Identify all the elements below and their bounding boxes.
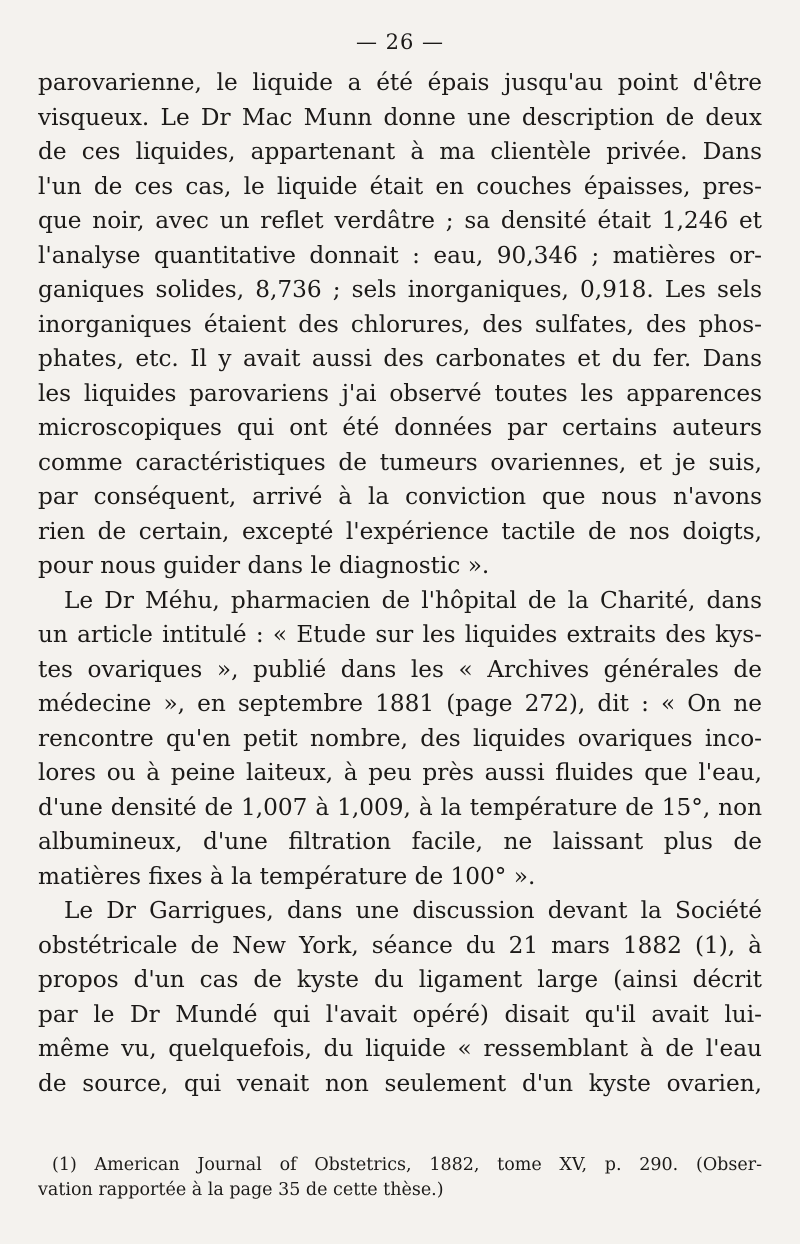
text-line: de source, qui venait non seulement d'un kyste ovarien, [38, 1069, 762, 1097]
text-line: rencontre qu'en petit nombre, des liquides ovariques inco- [38, 724, 762, 752]
text-line: Le Dr Méhu, pharmacien de l'hôpital de la Charité, dans [64, 586, 762, 614]
text-line: visqueux. Le Dr Mac Munn donne une description de deux [38, 103, 762, 131]
text-line: obstétricale de New York, séance du 21 mars 1882 (1), à [38, 931, 762, 959]
text-line: matières fixes à la température de 100° ». [38, 862, 536, 890]
footnote-line: (1) American Journal of Obstetrics, 1882, tome XV, p. 290. (Obser- [52, 1155, 762, 1175]
text-line: tes ovariques », publié dans les « Archives générales de [38, 655, 762, 683]
text-line: médecine », en septembre 1881 (page 272), dit : « On ne [38, 690, 762, 717]
text-line: parovarienne, le liquide a été épais jusqu'au point d'être [38, 69, 762, 96]
text-line: comme caractéristiques de tumeurs ovariennes, et je suis, [38, 448, 762, 476]
text-line: par le Dr Mundé qui l'avait opéré) disait qu'il avait lui- [38, 1000, 762, 1028]
text-line: que noir, avec un reflet verdâtre ; sa densité était 1,246 et [38, 207, 762, 234]
text-line: les liquides parovariens j'ai observé toutes les apparences [38, 379, 762, 407]
text-line: de ces liquides, appartenant à ma clientèle privée. Dans [38, 138, 762, 165]
paragraph [38, 584, 762, 895]
text-line: Le Dr Garrigues, dans une discussion devant la Société [64, 897, 762, 924]
text-line: d'une densité de 1,007 à 1,009, à la température de 15°, non [38, 793, 762, 821]
text-line: phates, etc. Il y avait aussi des carbonates et du fer. Dans [38, 345, 762, 372]
body-text [38, 66, 762, 1101]
paragraph [38, 894, 762, 1101]
text-line: pour nous guider dans le diagnostic ». [38, 552, 490, 579]
text-line: ganiques solides, 8,736 ; sels inorganiques, 0,918. Les sels [38, 276, 762, 303]
text-line: albumineux, d'une filtration facile, ne laissant plus de [38, 828, 762, 855]
text-line: microscopiques qui ont été données par certains auteurs [38, 414, 762, 441]
footnote [38, 1153, 762, 1203]
text-line: l'un de ces cas, le liquide était en couches épaisses, pres- [38, 172, 762, 200]
text-line: un article intitulé : « Etude sur les liquides extraits des kys- [38, 621, 762, 648]
text-line: inorganiques étaient des chlorures, des sulfates, des phos- [38, 310, 762, 338]
text-line: l'analyse quantitative donnait : eau, 90,346 ; matières or- [38, 241, 762, 269]
text-line: lores ou à peine laiteux, à peu près aussi fluides que l'eau, [38, 759, 762, 786]
footnote-line: vation rapportée à la page 35 de cette thèse.) [38, 1180, 444, 1200]
text-line: propos d'un cas de kyste du ligament large (ainsi décrit [38, 966, 762, 993]
text-line: même vu, quelquefois, du liquide « ressemblant à de l'eau [38, 1035, 762, 1062]
text-line: rien de certain, excepté l'expérience tactile de nos doigts, [38, 517, 762, 545]
page-number: — 26 — [355, 30, 445, 54]
text-line: par conséquent, arrivé à la conviction que nous n'avons [38, 483, 762, 510]
paragraph [38, 66, 762, 584]
